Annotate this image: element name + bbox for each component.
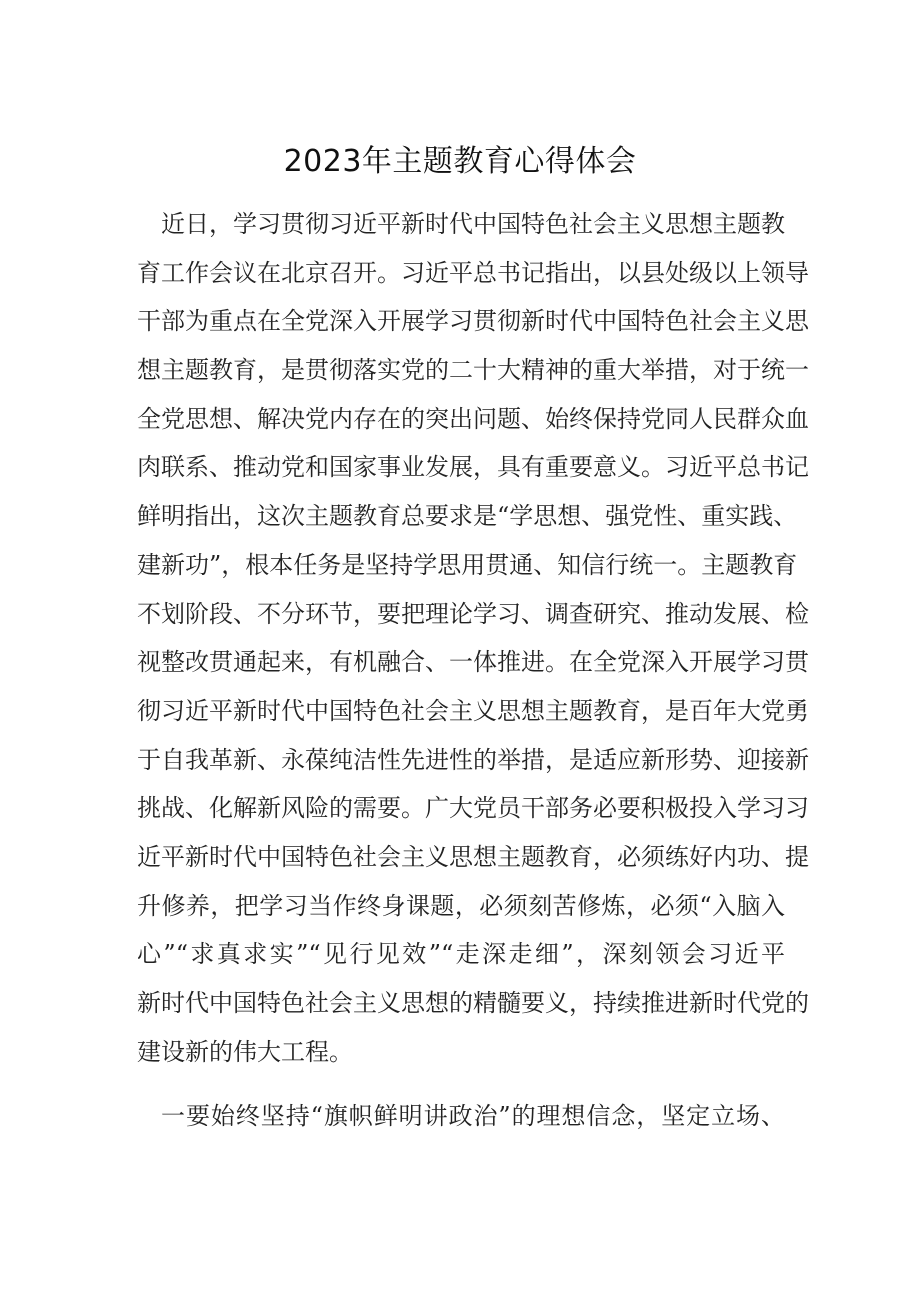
text-line: 彻习近平新时代中国特色社会主义思想主题教育，是百年大党勇 bbox=[137, 696, 809, 725]
text-line: 育工作会议在北京召开。习近平总书记指出，以县处级以上领导 bbox=[137, 258, 809, 287]
text-line: 近日，学习贯彻习近平新时代中国特色社会主义思想主题教 bbox=[161, 210, 785, 238]
text-line: 建新功”，根本任务是坚持学思用贯通、知信行统一。主题教育 bbox=[137, 550, 798, 579]
text-line: 升修养，把学习当作终身课题，必须刻苦修炼，必须“入脑入 bbox=[137, 891, 785, 920]
document-title: 2023年主题教育心得体会 bbox=[283, 144, 637, 179]
text-line: 鲜明指出，这次主题教育总要求是“学思想、强党性、重实践、 bbox=[137, 502, 798, 531]
text-line: 于自我革新、永葆纯洁性先进性的举措，是适应新形势、迎接新 bbox=[137, 745, 809, 774]
text-line: 一要始终坚持“旗帜鲜明讲政治”的理想信念，坚定立场、 bbox=[161, 1102, 785, 1130]
text-line: 建设新的伟大工程。 bbox=[137, 1037, 353, 1066]
text-line: 视整改贯通起来，有机融合、一体推进。在全党深入开展学习贯 bbox=[137, 648, 809, 677]
text-line: 想主题教育，是贯彻落实党的二十大精神的重大举措，对于统一 bbox=[137, 356, 809, 385]
paragraph-point-one bbox=[137, 1092, 785, 1141]
text-line: 新时代中国特色社会主义思想的精髓要义，持续推进新时代党的 bbox=[137, 989, 809, 1017]
text-line: 全党思想、解决党内存在的突出问题、始终保持党同人民群众血 bbox=[137, 404, 809, 433]
text-line: 肉联系、推动党和国家事业发展，具有重要意义。习近平总书记 bbox=[137, 453, 809, 482]
text-line: 不划阶段、不分环节，要把理论学习、调查研究、推动发展、检 bbox=[137, 599, 809, 628]
text-line: 挑战、化解新风险的需要。广大党员干部务必要积极投入学习习 bbox=[137, 794, 809, 823]
text-line: 心”“求真求实”“见行见效”“走深走细”，深刻领会习近平 bbox=[137, 940, 785, 969]
text-line: 干部为重点在全党深入开展学习贯彻新时代中国特色社会主义思 bbox=[137, 307, 809, 336]
paragraph-intro bbox=[137, 200, 809, 1076]
text-line: 近平新时代中国特色社会主义思想主题教育，必须练好内功、提 bbox=[137, 842, 809, 871]
